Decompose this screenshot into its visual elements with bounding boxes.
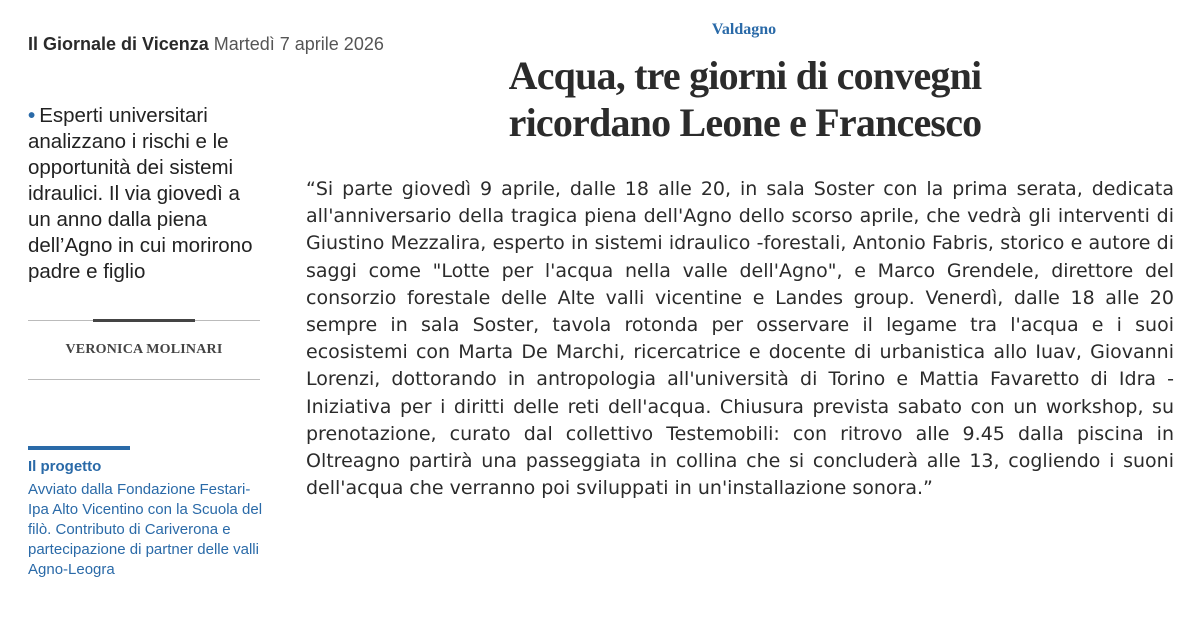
- sidebar-box-rule: [28, 446, 130, 450]
- summary-bullet-block: [28, 103, 268, 285]
- author-byline: VERONICA MOLINARI: [65, 342, 223, 357]
- masthead: [28, 34, 384, 55]
- divider-accent: [93, 319, 195, 322]
- sidebar-box-text: Avviato dalla Fondazione Festari-Ipa Alto Vicentino con la Scuola del filò. Contributo di Cariverona e partecipazione di partner delle valli Agno-Leogra: [28, 481, 263, 578]
- section-kicker: Valdagno: [711, 21, 777, 38]
- article-headline: Acqua, tre giorni di convegni ricordano Leone e Francesco: [508, 53, 982, 145]
- publication-date: Martedì 7 aprile 2026: [213, 34, 384, 54]
- sidebar-box-title: Il progetto: [28, 458, 102, 475]
- summary-text: Esperti universitari analizzano i rischi e le opportunità dei sistemi idraulici. Il via giovedì a un anno dalla piena dell’Agno in cui morirono padre e figlio: [28, 104, 253, 283]
- bullet-icon: •: [28, 104, 36, 127]
- article-body: “Si parte giovedì 9 aprile, dalle 18 alle 20, in sala Soster con la prima serata, dedicata all'anniversario della tragica piena dell'Agno dello scorso aprile, che vedrà gli interventi di Giustino Mezzalira, esperto in sistemi idraulico -forestali, Antonio Fabris, storico e autore di saggi come "Lotte per l'acqua nella valle dell'Agno", e Marco Grendele, direttore del consorzio forestale delle Alte valli vicentine e Landes group. Venerdì, dalle 18 alle 20 sempre in sala Soster, tavola rotonda per osservare il legame tra l'acqua e i suoi ecosistemi con Marta De Marchi, ricercatrice e docente di urbanistica allo Iuav, Giovanni Lorenzi, dottorando in antropologia all'università di Torino e Mattia Favaretto di Idra - Iniziativa per i diritti delle reti dell'acqua. Chiusura prevista sabato con un workshop, su prenotazione, curato dal collettivo Testemobili: con ritrovo alle 9.45 dalla piscina in Oltreagno partirà una passeggiata in collina che si concluderà alle 13, cogliendo i suoni dell'acqua che verranno poi sviluppati in un'installazione sonora.”: [306, 178, 1174, 500]
- divider-bottom: [28, 379, 260, 380]
- newspaper-name: Il Giornale di Vicenza: [28, 34, 209, 54]
